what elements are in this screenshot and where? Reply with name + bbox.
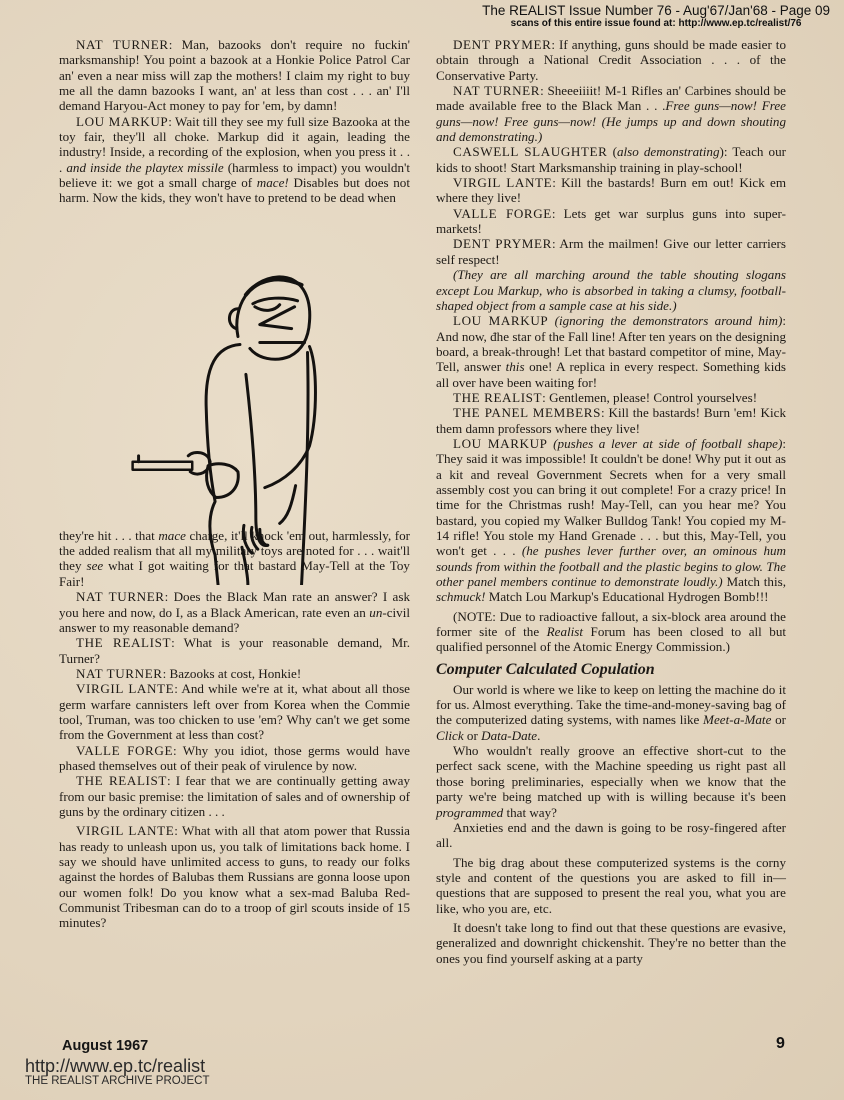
paragraph: VALLE FORGE: Why you idiot, those germs would have phased themselves out of their peak of virulence by now. xyxy=(59,742,410,773)
issue-date: August 1967 xyxy=(62,1038,149,1054)
paragraph: Who wouldn't really groove an effective short-cut to the perfect sack scene, with the Machine speeding us right past all those boring preliminaries, especially when we know that the party we're being matched up with is willing because it's been programmed that way? xyxy=(436,743,786,820)
paragraph: they're hit . . . that mace charge, it'll knock 'em out, harmlessly, for the added realism that all my military toys are noted for . . . wait'll they see what I got waiting for that bastard May-Tell at the Toy Fair! xyxy=(59,527,411,589)
gun-barrel xyxy=(133,462,193,470)
page-number: 9 xyxy=(776,1035,785,1052)
paragraph: NAT TURNER: Does the Black Man rate an answer? I ask you here and now, do I, as a Black American, rate even an un-civil answer to my reasonable demand? xyxy=(59,589,410,635)
paragraph: THE REALIST: I fear that we are continually getting away from our basic premise: the limitation of sales and of ownership of guns by the ordinary citizen . . . xyxy=(59,773,410,819)
issue-title: The REALIST Issue Number 76 - Aug'67/Jan'68 - Page 09 xyxy=(482,3,830,18)
body-right xyxy=(302,352,308,585)
hair xyxy=(246,279,302,294)
paragraph: The big drag about these computerized systems is the corny style and content of the questions you are asked to fill in—questions that are supposed to present the real you, what you are like, who you are, etc. xyxy=(436,854,786,916)
paragraph: It doesn't take long to find out that these questions are evasive, generalized and downright chickenshit. They're no better than the ones you find yourself asking at a party xyxy=(436,919,786,966)
paragraph: NAT TURNER: Bazooks at cost, Honkie! xyxy=(76,665,302,681)
paragraph: LOU MARKUP (ignoring the demonstrators around him): And now, đhe star of the Fall line! After ten years on the designing board, a break-through! Let that bastard competitor of mine, May-Tell, answer this one! A replica in every respect. Something kids all over have been waiting for! xyxy=(436,313,786,390)
cartoon-illustration xyxy=(120,267,340,585)
paragraph: VIRGIL LANTE: What with all that atom power that Russia has ready to unleash upon us, you talk of limitations back home. I say we should have unlimited access to guns, to ready our folks against the hordes of Balubas them Russians are gonna loose upon our women folk! Do you know what a sex-mad Baluba Red-Communist Tribesman can do to a troop of girl scouts inside of 15 minutes? xyxy=(59,823,410,931)
paragraph: DENT PRYMER: Arm the mailmen! Give our letter carriers self respect! xyxy=(436,236,786,267)
paragraph: VIRGIL LANTE: And while we're at it, what about all those germ warfare cannisters left over from Korea when the Commie tool, Truman, was too chicken to use 'em? Why can't we get some from the Government at less than cost? xyxy=(59,681,410,743)
paragraph: THE REALIST: Gentlemen, please! Control yourselves! xyxy=(453,389,758,405)
paragraph: VIRGIL LANTE: Kill the bastards! Burn em out! Kick em where they live! xyxy=(436,175,786,206)
archive-project-name: THE REALIST ARCHIVE PROJECT xyxy=(25,1075,210,1087)
paragraph: NAT TURNER: Sheeeiiiit! M-1 Rifles an' Carbines should be made available free to the Black Man . . .Free guns—now! Free guns—now! Free guns—now! (He jumps up and down shouting and demonstrating.) xyxy=(436,83,786,145)
archive-header xyxy=(482,3,830,30)
paragraph: Anxieties end and the dawn is going to be rosy-fingered after all. xyxy=(436,819,786,851)
paragraph: VALLE FORGE: Lets get war surplus guns into super-markets! xyxy=(436,205,786,237)
right-column xyxy=(436,37,786,966)
paragraph: THE REALIST: What is your reasonable demand, Mr. Turner? xyxy=(59,635,410,666)
section-heading: Computer Calculated Copulation xyxy=(436,660,655,678)
paragraph: LOU MARKUP: Wait till they see my full size Bazooka at the toy fair, they'll all choke. Markup did it again, leading the industry! Inside, a recording of the explosion, when you press it . . . and inside the playtex missile (harmless to impact) you wouldn't believe it: we got a small charge of mace! Disables but does not harm. Now the kids, they won't have to pretend to be dead when xyxy=(59,113,410,206)
paragraph: DENT PRYMER: If anything, guns should be made easier to obtain through a National Credit Association . . . of the Conservative Party. xyxy=(436,37,786,83)
leg-inner xyxy=(242,547,248,585)
paragraph: Our world is where we like to keep on letting the machine do it for us. Almost everything. Take the time-and-money-saving bag of the computerized dating systems, with names like Meet-a-Mate or Click or Data-Date. xyxy=(436,681,787,743)
paragraph: LOU MARKUP (pushes a lever at side of football shape): They said it was impossible! It couldn't be done! Why put it out as a kit and reveal Government Secrets when for a very small assembly cost you can bring it out complete! For a crazy price! In time for the Christmas rush! May-Tell, can you hear me? You bastard, you copied my Walker Bulldog Tank! You copied my M-14 rifle! You stole my Hand Grenade . . . but this, May-Tell, you won't get . . . (he pushes lever further over, an ominous hum sounds from within the football and the plastic begins to glow. The other panel members continue to demonstrate loudly.) Match this, schmuck! Match Lou Markup's Educational Hydrogen Bomb!!! xyxy=(436,435,786,605)
arm-front xyxy=(246,374,268,545)
editor-note: (NOTE: Due to radioactive fallout, a six-block area around the former site of the Realist Forum has been closed to all but qualified personnel of the Atomic Energy Commission.) xyxy=(436,608,786,655)
paragraph: NAT TURNER: Man, bazooks don't require no fuckin' marksmanship! You point a bazook at a Honkie Police Patrol Car an' even a near miss will zap the mothers! I claim my right to buy me all the damn bazooks I want, an' at less than cost . . . an' I'll demand Haryou-Act money to pay for 'em, by damn! xyxy=(59,37,411,114)
hip xyxy=(280,486,296,524)
archive-url-link[interactable]: http://www.ep.tc/realist xyxy=(25,1056,206,1076)
scans-note: scans of this entire issue found at: http://www.ep.tc/realist/76 xyxy=(510,18,802,29)
stage-direction: (They are all marching around the table shouting slogans except Lou Markup, who is absorbed in taking a clumsy, football-shaped object from a sample case at his side.) xyxy=(436,267,786,313)
paragraph: THE PANEL MEMBERS: Kill the bastards! Burn 'em! Kick them damn professors where they live! xyxy=(436,405,786,436)
paragraph: CASWELL SLAUGHTER (also demonstrating): Teach our kids to shoot! Start Marksmanship training in play-school! xyxy=(436,144,786,175)
